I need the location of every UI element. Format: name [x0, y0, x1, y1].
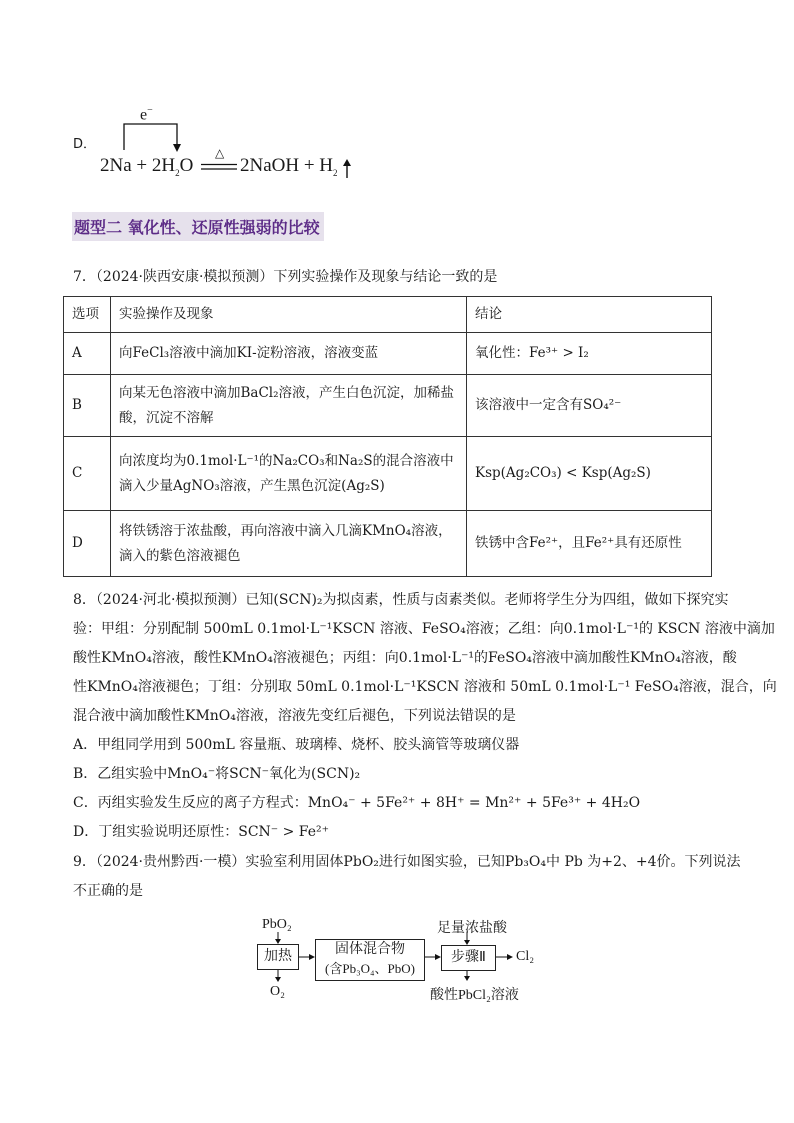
solid-mixture-composition: (含Pb₃O₄、PbO) [325, 961, 415, 976]
row-conclusion: 铁锈中含Fe²⁺，且Fe²⁺具有还原性 [467, 511, 712, 577]
q7-stem: 7．（2024·陕西安康·模拟预测）下列实验操作及现象与结论一致的是 [73, 269, 498, 285]
input-pbo2: PbO₂ [262, 917, 292, 932]
gas-arrow-icon [342, 159, 352, 179]
q8-line: 8．（2024·河北·模拟预测）已知(SCN)₂为拟卤素，性质与卤素类似。老师将学生分为四组，做如下探究实 [73, 592, 729, 608]
row-option: B [64, 375, 111, 437]
row-operation: 向某无色溶液中滴加BaCl₂溶液，产生白色沉淀，加稀盐酸，沉淀不溶解 [111, 375, 467, 437]
q8-option-d: D．丁组实验说明还原性：SCN⁻ > Fe²⁺ [73, 824, 330, 840]
q8-line: 验：甲组：分别配制 500mL 0.1mol·L⁻¹KSCN 溶液、FeSO₄溶液；乙组：向0.1mol·L⁻¹的 KSCN 溶液中滴加 [73, 621, 775, 637]
table-header-row [64, 297, 712, 333]
electron-transfer-bracket [118, 110, 188, 155]
equals-sign [201, 163, 239, 171]
q9-line: 不正确的是 [73, 883, 143, 899]
table-row [64, 375, 712, 437]
q7-table [63, 296, 712, 577]
table-row [64, 511, 712, 577]
heating-box: 加热 [257, 944, 299, 970]
option-d-label: D． [73, 137, 97, 152]
row-operation: 向浓度均为0.1mol·L⁻¹的Na₂CO₃和Na₂S的混合溶液中滴入少量AgNO₃溶液，产生黑色沉淀(Ag₂S) [111, 437, 467, 511]
heat-condition: △ [215, 146, 225, 160]
row-operation: 向FeCl₃溶液中滴加KI-淀粉溶液，溶液变蓝 [111, 333, 467, 375]
step-ii-box: 步骤Ⅱ [441, 945, 496, 971]
reagent-hcl: 足量浓盐酸 [437, 921, 507, 936]
row-option: A [64, 333, 111, 375]
row-conclusion: 氧化性：Fe³⁺ > I₂ [467, 333, 712, 375]
table-row [64, 333, 712, 375]
output-cl2: Cl₂ [516, 949, 535, 964]
solid-mixture-box [315, 939, 425, 981]
header-option: 选项 [64, 297, 111, 333]
q8-line: 混合液中滴加酸性KMnO₄溶液，溶液先变红后褪色，下列说法错误的是 [73, 708, 516, 724]
q9-line: 9．（2024·贵州黔西·一模）实验室利用固体PbO₂进行如图实验，已知Pb₃O₄中 Pb 为+2、+4价。下列说法 [73, 854, 741, 870]
row-conclusion: Ksp(Ag₂CO₃) < Ksp(Ag₂S) [467, 437, 712, 511]
row-conclusion: 该溶液中一定含有SO₄²⁻ [467, 375, 712, 437]
output-pbcl2-solution: 酸性PbCl₂溶液 [430, 988, 519, 1003]
row-option: D [64, 511, 111, 577]
row-operation: 将铁锈溶于浓盐酸，再向溶液中滴入几滴KMnO₄溶液，滴入的紫色溶液褪色 [111, 511, 467, 577]
q9-stem [73, 848, 741, 906]
table-row [64, 437, 712, 511]
solid-mixture-label: 固体混合物 [335, 942, 405, 957]
q8-line: 性KMnO₄溶液褪色；丁组：分别取 50mL 0.1mol·L⁻¹KSCN 溶液和 50mL 0.1mol·L⁻¹ FeSO₄溶液，混合，向 [73, 679, 777, 695]
q8-option-b: B．乙组实验中MnO₄⁻将SCN⁻氧化为(SCN)₂ [73, 766, 361, 782]
reaction-equation: $2Na + 2H_2O$ [100, 155, 194, 178]
q8-option-a: A．甲组同学用到 500mL 容量瓶、玻璃棒、烧杯、胶头滴管等玻璃仪器 [73, 737, 520, 753]
reaction-products: 2NaOH + $H_2$ [240, 155, 338, 178]
header-conclusion: 结论 [467, 297, 712, 333]
section-heading: 题型二 氧化性、还原性强弱的比较 [72, 212, 324, 241]
q8-stem [73, 586, 777, 847]
header-operation: 实验操作及现象 [111, 297, 467, 333]
q8-option-c: C．丙组实验发生反应的离子方程式：MnO₄⁻ + 5Fe²⁺ + 8H⁺ = Mn²⁺ + 5Fe³⁺ + 4H₂O [73, 795, 641, 811]
electron-symbol: e− [140, 105, 153, 124]
output-o2: O₂ [270, 984, 285, 999]
q8-line: 酸性KMnO₄溶液，酸性KMnO₄溶液褪色；丙组：向0.1mol·L⁻¹的FeSO₄溶液中滴加酸性KMnO₄溶液，酸 [73, 650, 737, 666]
row-option: C [64, 437, 111, 511]
